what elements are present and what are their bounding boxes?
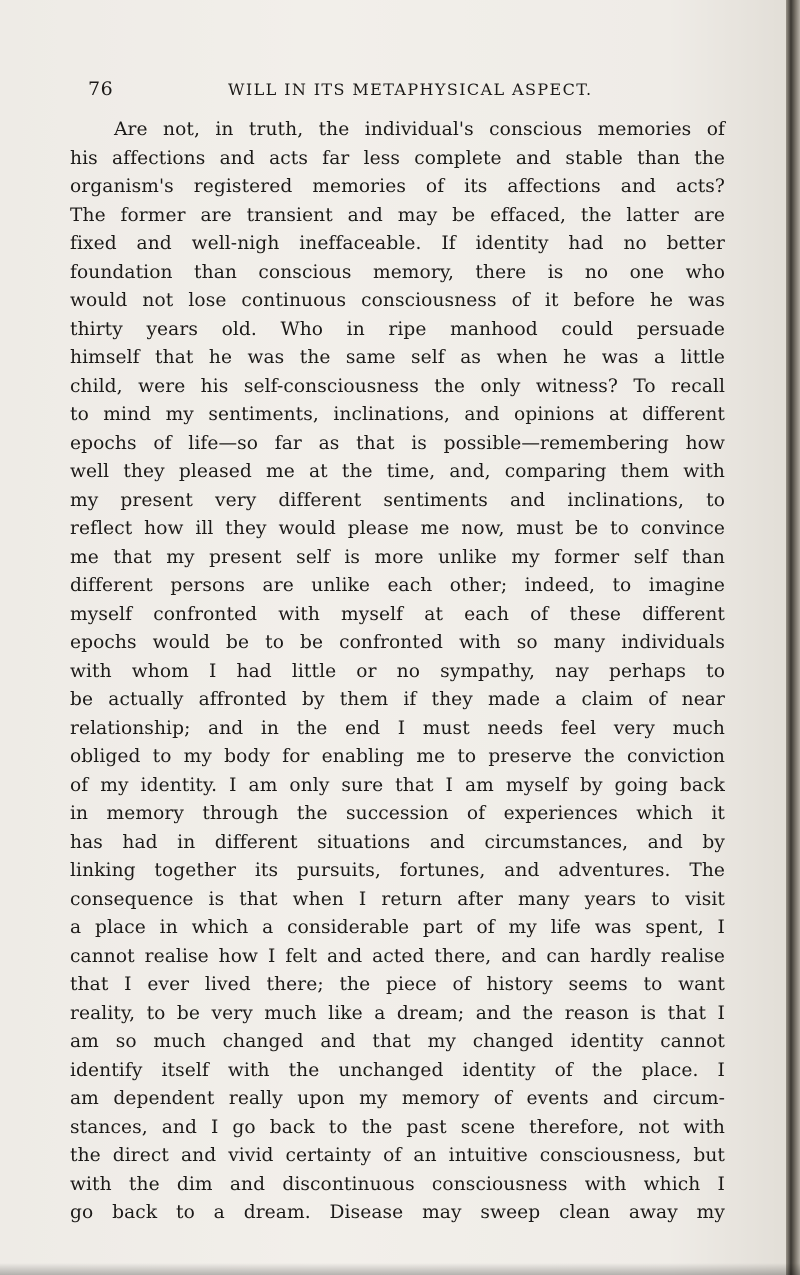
text-line: me that my present self is more unlike my former self than <box>70 546 725 568</box>
text-line: Are not, in truth, the individual's conscious memories of <box>114 119 725 140</box>
text-line: linking together its pursuits, fortunes, and adventures. The <box>70 860 725 881</box>
text-line: foundation than conscious memory, there is no one who <box>70 261 725 283</box>
page-header <box>88 78 748 106</box>
text-line: well they pleased me at the time, and, comparing them with <box>70 461 725 482</box>
text-line: myself confronted with myself at each of these different <box>70 603 725 625</box>
text-line: cannot realise how I felt and acted there, and can hardly realise <box>70 945 725 967</box>
text-line: child, were his self-consciousness the only witness? To recall <box>70 375 725 397</box>
text-line: epochs of life—so far as that is possible—remembering how <box>70 432 725 454</box>
text-line: in memory through the succession of experiences which it <box>70 803 725 824</box>
text-line: thirty years old. Who in ripe manhood could persuade <box>70 318 725 340</box>
text-line: reflect how ill they would please me now, must be to convince <box>70 518 725 539</box>
text-line: epochs would be to be confronted with so many individuals <box>70 632 725 653</box>
page-binding-edge <box>786 0 800 1275</box>
text-line: a place in which a considerable part of my life was spent, I <box>70 917 725 938</box>
text-line: has had in different situations and circumstances, and by <box>70 831 725 853</box>
text-line: the direct and vivid certainty of an intuitive consciousness, but <box>70 1145 725 1166</box>
text-line: am so much changed and that my changed identity cannot <box>70 1031 725 1052</box>
text-line: The former are transient and may be effaced, the latter are <box>70 204 725 226</box>
text-line: with the dim and discontinuous consciousness with which I <box>70 1173 725 1195</box>
text-line: himself that he was the same self as when he was a little <box>70 347 725 368</box>
text-line: would not lose continuous consciousness of it before he was <box>70 290 725 311</box>
text-line: that I ever lived there; the piece of history seems to want <box>70 974 725 995</box>
text-line: to mind my sentiments, inclinations, and opinions at different <box>70 404 725 425</box>
text-line: organism's registered memories of its affections and acts? <box>70 176 725 197</box>
text-line: of my identity. I am only sure that I am myself by going back <box>70 774 725 796</box>
text-line: fixed and well-nigh ineffaceable. If identity had no better <box>70 233 725 254</box>
text-line: obliged to my body for enabling me to preserve the conviction <box>70 746 725 767</box>
text-line: am dependent really upon my memory of events and circum- <box>70 1088 725 1109</box>
text-line: identify itself with the unchanged identity of the place. I <box>70 1059 725 1081</box>
running-title: WILL IN ITS METAPHYSICAL ASPECT. <box>228 80 593 99</box>
page-bottom-shadow <box>0 1263 800 1275</box>
text-line: go back to a dream. Disease may sweep clean away my <box>70 1202 725 1223</box>
text-line: relationship; and in the end I must needs feel very much <box>70 717 725 739</box>
text-line: my present very different sentiments and inclinations, to <box>70 489 725 511</box>
text-line: different persons are unlike each other; indeed, to imagine <box>70 575 725 596</box>
text-line: his affections and acts far less complete and stable than the <box>70 147 725 169</box>
text-line: be actually affronted by them if they made a claim of near <box>70 689 725 710</box>
text-line: reality, to be very much like a dream; and the reason is that I <box>70 1002 725 1024</box>
text-line: stances, and I go back to the past scene therefore, not with <box>70 1116 725 1138</box>
text-line: consequence is that when I return after many years to visit <box>70 888 725 910</box>
text-line: with whom I had little or no sympathy, nay perhaps to <box>70 660 725 682</box>
page-number: 76 <box>88 78 114 100</box>
body-text <box>70 116 725 1228</box>
